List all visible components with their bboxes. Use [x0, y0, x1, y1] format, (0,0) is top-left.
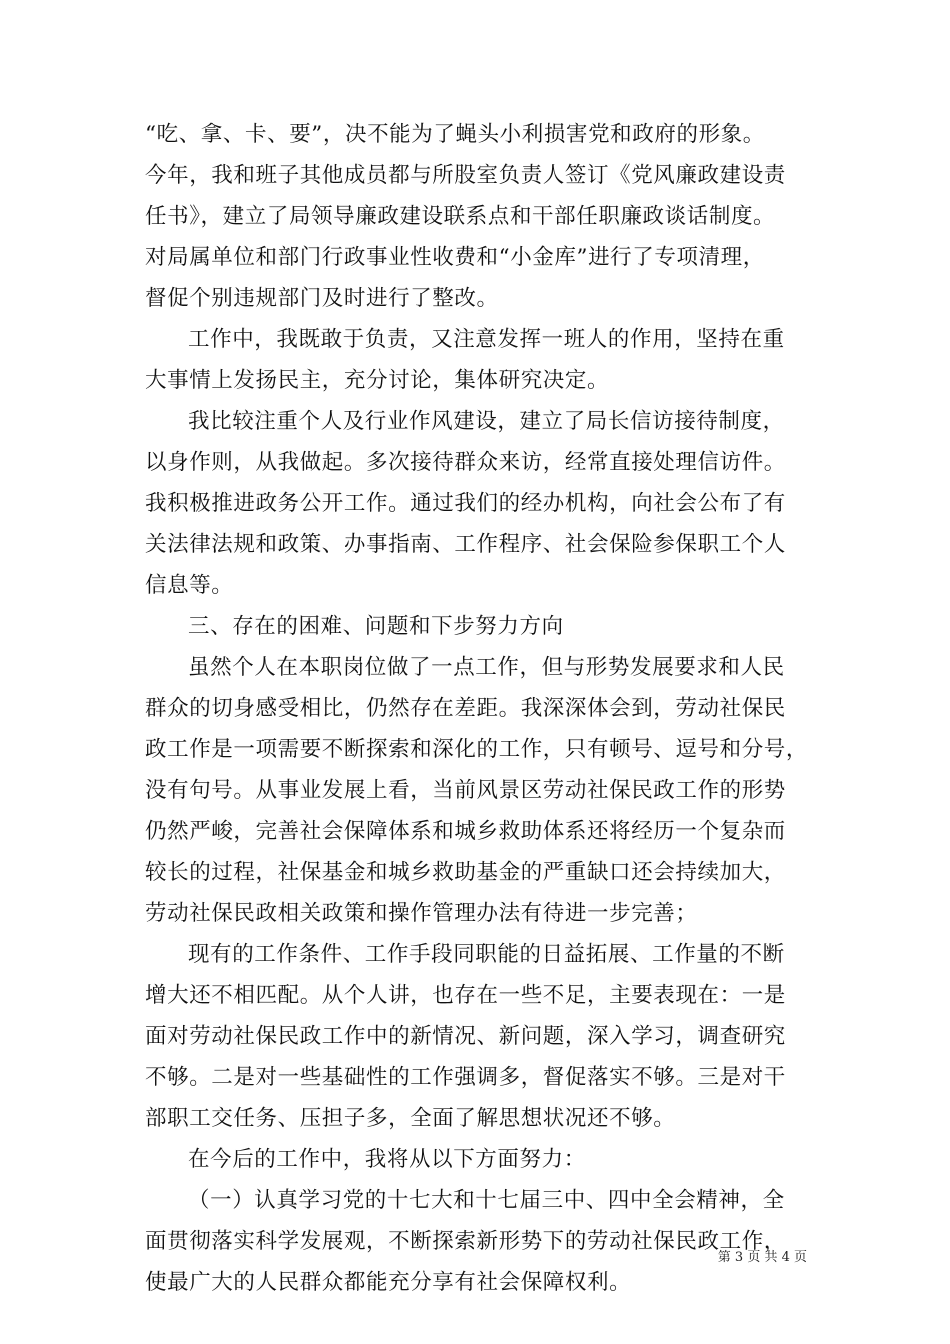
text-line: 在今后的工作中，我将从以下方面努力：	[188, 1147, 586, 1172]
text-line: 面贯彻落实科学发展观，不断探索新形势下的劳动社保民政工作，	[145, 1229, 786, 1254]
text-line: 不够。二是对一些基础性的工作强调多，督促落实不够。三是对干	[145, 1065, 786, 1090]
text-line: （一）认真学习党的十七大和十七届三中、四中全会精神，全	[188, 1188, 785, 1213]
text-line: 劳动社保民政相关政策和操作管理办法有待进一步完善；	[145, 901, 698, 926]
document-body	[145, 114, 815, 1303]
text-line: 关法律法规和政策、办事指南、工作程序、社会保险参保职工个人	[145, 532, 786, 557]
text-line: 较长的过程，社保基金和城乡救助基金的严重缺口还会持续加大，	[145, 860, 786, 885]
text-line: 我积极推进政务公开工作。通过我们的经办机构，向社会公布了有	[145, 491, 786, 516]
page-number-footer: 第 3 页 共 4 页	[717, 1250, 807, 1265]
text-line: 大事情上发扬民主，充分讨论，集体研究决定。	[145, 368, 610, 393]
text-line: 虽然个人在本职岗位做了一点工作，但与形势发展要求和人民	[188, 655, 785, 680]
text-line: 政工作是一项需要不断探索和深化的工作，只有顿号、逗号和分号，	[145, 737, 809, 762]
text-line: 督促个别违规部门及时进行了整改。	[145, 286, 499, 311]
text-line: 部职工交任务、压担子多，全面了解思想状况还不够。	[145, 1106, 676, 1131]
text-line: 信息等。	[145, 573, 234, 598]
text-line: 以身作则，从我做起。多次接待群众来访，经常直接处理信访件。	[145, 450, 786, 475]
text-line: 三、存在的困难、问题和下步努力方向	[188, 614, 564, 639]
text-line: 今年，我和班子其他成员都与所股室负责人签订《党风廉政建设责	[145, 163, 786, 188]
text-line: 现有的工作条件、工作手段同职能的日益拓展、工作量的不断	[188, 942, 785, 967]
text-line: 增大还不相匹配。从个人讲，也存在一些不足，主要表现在：一是	[145, 983, 786, 1008]
text-line: 工作中，我既敢于负责，又注意发挥一班人的作用，坚持在重	[188, 327, 785, 352]
text-line: 没有句号。从事业发展上看，当前风景区劳动社保民政工作的形势	[145, 778, 786, 803]
text-line: 任书》，建立了局领导廉政建设联系点和干部任职廉政谈话制度。	[145, 204, 776, 229]
text-line: 仍然严峻，完善社会保障体系和城乡救助体系还将经历一个复杂而	[145, 819, 786, 844]
text-line: 使最广大的人民群众都能充分享有社会保障权利。	[145, 1270, 632, 1295]
text-line: 群众的切身感受相比，仍然存在差距。我深深体会到，劳动社保民	[145, 696, 786, 721]
text-line: “吃、拿、卡、要”，决不能为了蝇头小利损害党和政府的形象。	[145, 122, 765, 147]
text-line: 我比较注重个人及行业作风建设，建立了局长信访接待制度，	[188, 409, 785, 434]
text-line: 对局属单位和部门行政事业性收费和“小金库”进行了专项清理，	[145, 245, 765, 270]
text-line: 面对劳动社保民政工作中的新情况、新问题，深入学习，调查研究	[145, 1024, 786, 1049]
